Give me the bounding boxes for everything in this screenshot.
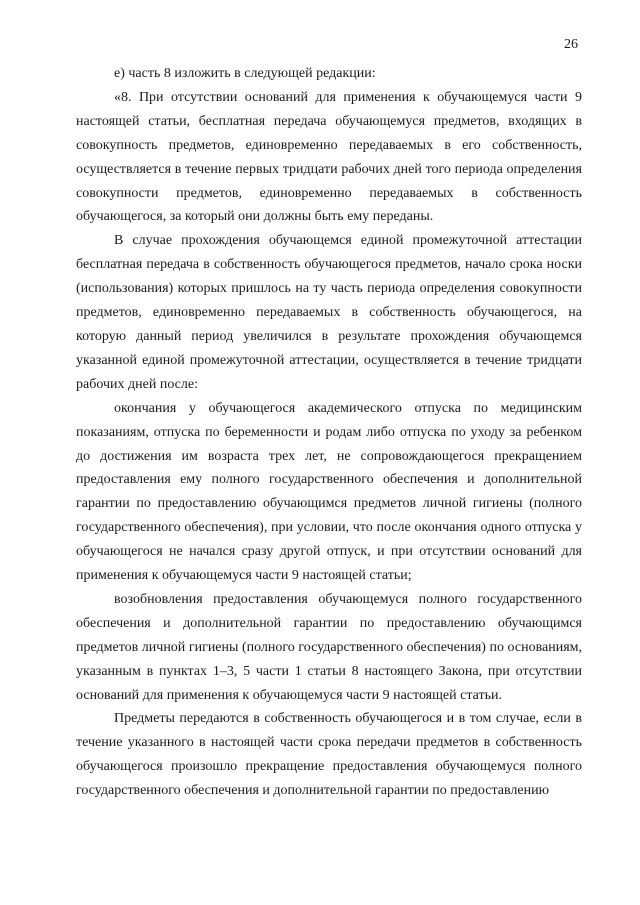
paragraph-attestation: В случае прохождения обучающемся единой промежуточной аттестации бесплатная передача в собственность обучающегося предметов, начало срока носки (использования) которых пришлось на ту часть периода определения совокупности предметов, единовременно передаваемых в собственность обучающегося, на которую данный период увеличился в результате прохождения обучающемся указанной единой промежуточной аттестации, осуществляется в течение тридцати рабочих дней после: — [76, 233, 582, 392]
paragraph-part-8: «8. При отсутствии оснований для применения к обучающемуся части 9 настоящей статьи, бесплатная передача обучающемуся предметов, входящих в совокупность предметов, единовременно передаваемых в его собственность, осуществляется в течение первых тридцати рабочих дней того периода определения совокупности предметов, единовременно передаваемых в собственность обучающегося, за который они должны быть ему переданы. — [76, 89, 582, 225]
paragraph-intro: е) часть 8 изложить в следующей редакции: — [114, 66, 376, 81]
page-number: 26 — [564, 37, 578, 52]
document-body — [76, 62, 582, 803]
paragraph-leave-end: окончания у обучающегося академического отпуска по медицинским показаниям, отпуска по беременности и родам либо отпуска по уходу за ребенком до достижения им возраста трех лет, не сопровождающегося прекращением предоставления ему полного государственного обеспечения и дополнительной гарантии по предоставлению обучающимся предметов личной гигиены (полного государственного обеспечения), при условии, что после окончания одного отпуска у обучающегося не начался сразу другой отпуск, и при отсутствии оснований для применения к обучающемуся части 9 настоящей статьи; — [76, 400, 582, 584]
paragraph-resumption: возобновления предоставления обучающемуся полного государственного обеспечения и дополнительной гарантии по предоставлению обучающимся предметов личной гигиены (полного государственного обеспечения) по основаниям, указанным в пунктах 1–3, 5 части 1 статьи 8 настоящего Закона, при отсутствии оснований для применения к обучающемуся части 9 настоящей статьи. — [76, 591, 582, 703]
paragraph-transfer: Предметы передаются в собственность обучающегося и в том случае, если в течение указанного в настоящей части срока передачи предметов в собственность обучающегося произошло прекращение предоставления обучающемуся полного государственного обеспечения и дополнительной гарантии по предоставлению — [76, 711, 582, 799]
